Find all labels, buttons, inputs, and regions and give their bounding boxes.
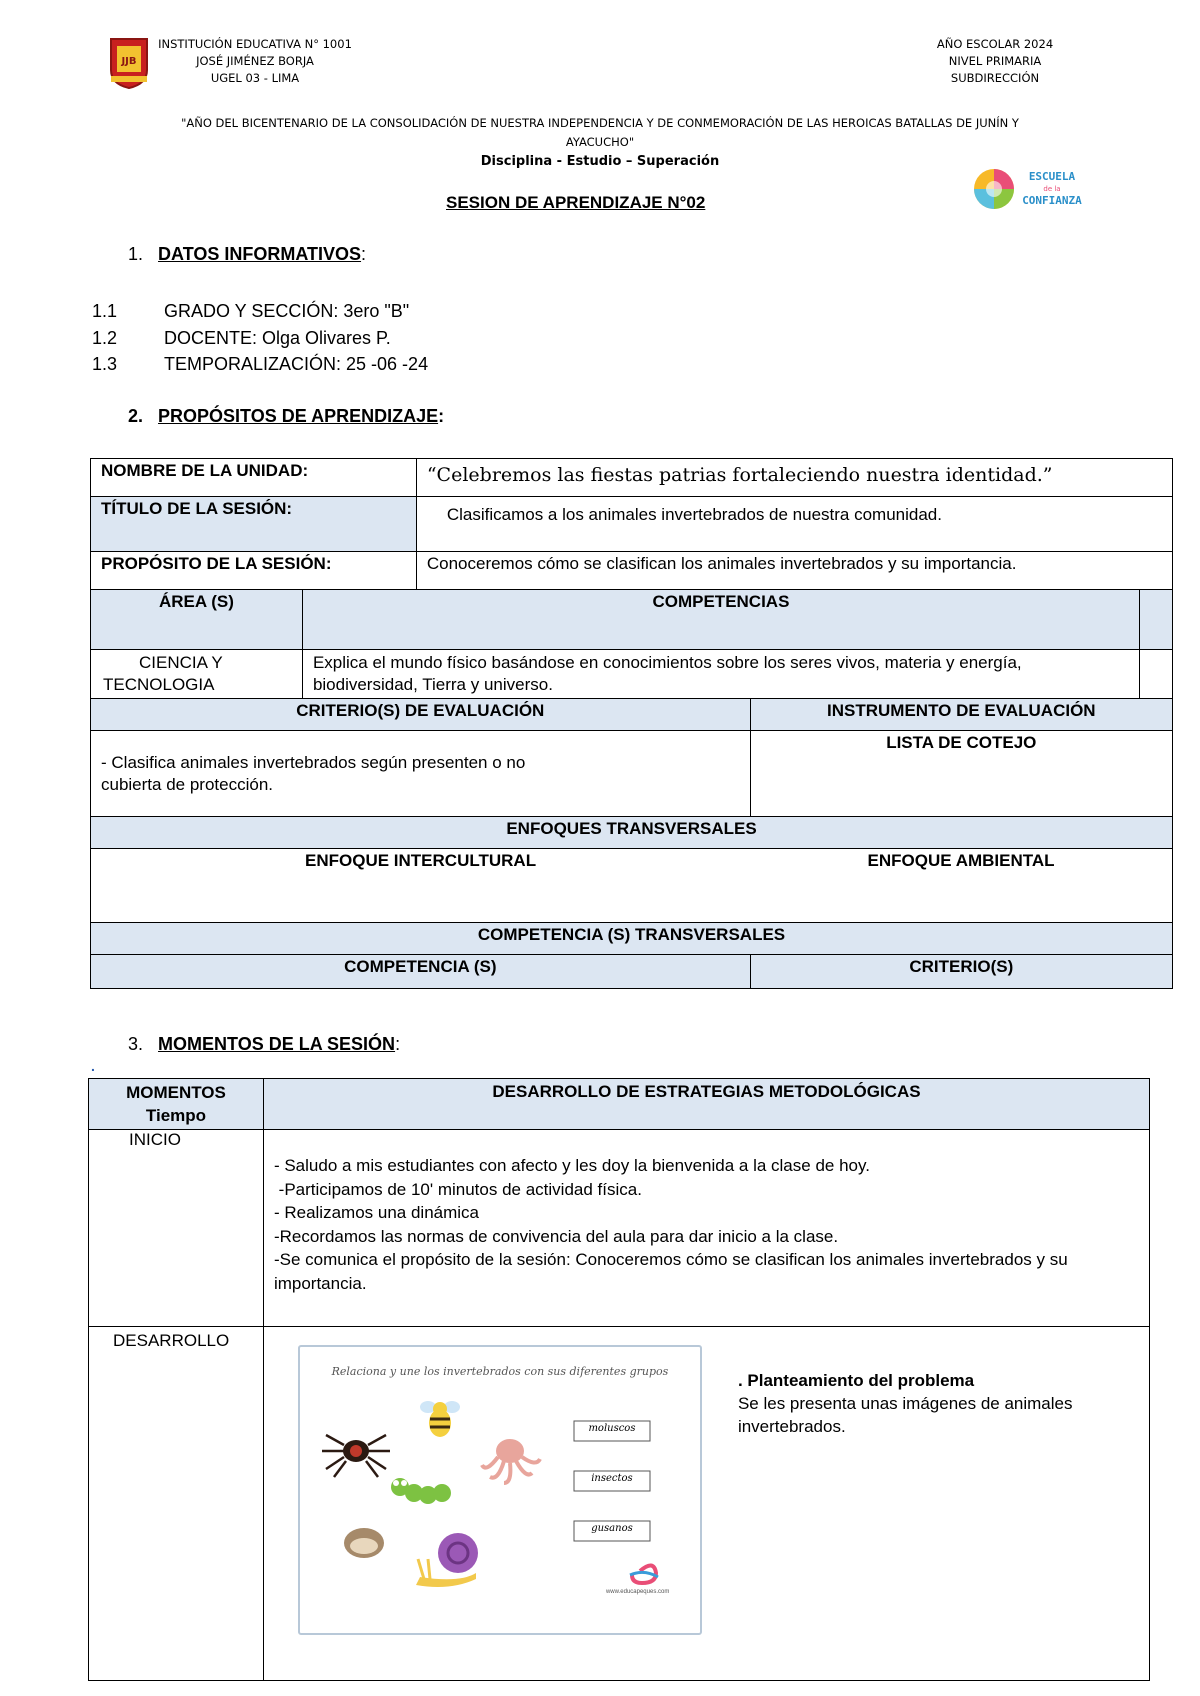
section-2-heading: [128, 406, 444, 427]
bee-illustration: [420, 1401, 460, 1437]
inicio-content: [263, 1130, 1149, 1327]
section-2-number: 2.: [128, 406, 144, 426]
worm-illustration: [391, 1478, 451, 1504]
info-text-temporalizacion: TEMPORALIZACIÓN: 25 -06 -24: [164, 354, 429, 374]
inicio-line: - Saludo a mis estudiantes con afecto y les doy la bienvenida a la clase de hoy.: [273, 1156, 870, 1175]
section-1-heading: [128, 244, 366, 265]
unit-value: “Celebremos las fiestas patrias fortaleciendo nuestra identidad.”: [416, 459, 1172, 497]
instrument-value: LISTA DE COTEJO: [750, 731, 1172, 817]
school-year-info: [930, 36, 1060, 87]
purpose-label: PROPÓSITO DE LA SESIÓN:: [91, 552, 417, 590]
criterio-col: CRITERIO(S): [750, 955, 1172, 989]
purposes-table: [90, 458, 1173, 989]
logo-text-1: ESCUELA: [1028, 170, 1076, 183]
inicio-line: -Recordamos las normas de convivencia del aula para dar inicio a la clase.: [273, 1226, 839, 1246]
info-text-docente: DOCENTE: Olga Olivares P.: [164, 327, 391, 348]
competencies-header: COMPETENCIAS: [302, 590, 1139, 650]
area-header: ÁREA (S): [91, 590, 303, 650]
section-1-number: 1.: [128, 244, 144, 264]
educapeques-logo: [630, 1565, 658, 1583]
school-office: SUBDIRECCIÓN: [950, 71, 1040, 85]
worksheet-site: www.educapeques.com: [605, 1589, 670, 1595]
worksheet-image: [280, 1327, 718, 1637]
year-name-line-1: "AÑO DEL BICENTENARIO DE LA CONSOLIDACIÓN DE NUESTRA INDEPENDENCIA Y DE CONMEMORACIÓN DE LAS HEROICAS BATALLAS DE JUNÍN Y: [181, 116, 1019, 130]
info-num: 1.1: [92, 301, 118, 321]
moments-header: [89, 1079, 264, 1130]
criteria-header: CRITERIO(S) DE EVALUACIÓN: [91, 699, 751, 731]
desarrollo-content: [263, 1327, 1149, 1681]
enfoque-ambiental: ENFOQUE AMBIENTAL: [750, 849, 1172, 923]
spider-illustration: [322, 1435, 390, 1477]
section-3-colon: :: [395, 1034, 401, 1054]
strategies-header: DESARROLLO DE ESTRATEGIAS METODOLÓGICAS: [263, 1079, 1149, 1130]
box-label-insectos: insectos: [591, 1473, 633, 1484]
snail-illustration: [416, 1533, 478, 1587]
escuela-logo: [972, 164, 1092, 214]
info-text-grado: GRADO Y SECCIÓN: 3ero "B": [164, 301, 410, 321]
year-name: [100, 114, 1100, 152]
logo-text-3: CONFIANZA: [1022, 194, 1082, 207]
enfoque-intercultural: ENFOQUE INTERCULTURAL: [91, 849, 751, 923]
logo-text-2: de la: [1043, 185, 1061, 193]
inicio-line: -Se comunica el propósito de la sesión: Conoceremos cómo se clasifican los animales invertebrados y su importancia.: [273, 1250, 1068, 1293]
school-ugel: UGEL 03 - LIMA: [210, 71, 300, 85]
info-item: [92, 351, 428, 378]
stray-dot: .: [91, 1058, 95, 1074]
section-1-colon: :: [361, 244, 367, 264]
moments-header-line: MOMENTOS: [126, 1083, 226, 1102]
box-label-moluscos: moluscos: [588, 1423, 636, 1434]
info-num: 1.2: [92, 327, 118, 348]
moments-table: [88, 1078, 1150, 1681]
page-title: SESION DE APRENDIZAJE N°02: [446, 193, 706, 212]
school-patron: JOSÉ JIMÉNEZ BORJA: [196, 54, 314, 68]
instrument-header: INSTRUMENTO DE EVALUACIÓN: [750, 699, 1172, 731]
clam-illustration: [344, 1528, 384, 1558]
competencia-col: COMPETENCIA (S): [91, 955, 751, 989]
octopus-illustration: [482, 1439, 540, 1483]
school-crest: [108, 36, 150, 90]
year-name-line-2: AYACUCHO": [565, 135, 635, 149]
school-level: NIVEL PRIMARIA: [948, 54, 1042, 68]
school-name: INSTITUCIÓN EDUCATIVA N° 1001: [158, 37, 352, 51]
problem-title: . Planteamiento del problema: [737, 1371, 975, 1390]
crest-letters: JJB: [121, 56, 137, 67]
purpose-value: Conoceremos cómo se clasifican los animales invertebrados y su importancia.: [416, 552, 1172, 590]
section-3-label: MOMENTOS DE LA SESIÓN: [158, 1034, 396, 1054]
empty-cell: [1139, 650, 1172, 699]
worksheet-title: Relaciona y une los invertebrados con sus diferentes grupos: [331, 1365, 669, 1378]
enfoques-header: ENFOQUES TRANSVERSALES: [91, 817, 1173, 849]
motto: Disciplina - Estudio – Superación: [480, 154, 720, 169]
section-3-number: 3.: [128, 1034, 144, 1054]
school-year: AÑO ESCOLAR 2024: [936, 37, 1054, 51]
time-header-line: Tiempo: [145, 1106, 207, 1125]
competency-value: Explica el mundo físico basándose en conocimientos sobre los seres vivos, materia y energía, biodiversidad, Tierra y universo.: [302, 650, 1139, 699]
box-label-gusanos: gusanos: [591, 1523, 633, 1534]
problem-text: Se les presenta unas imágenes de animales invertebrados.: [737, 1394, 1073, 1436]
inicio-line: - Realizamos una dinámica: [273, 1203, 479, 1222]
session-title-value: Clasificamos a los animales invertebrados de nuestra comunidad.: [416, 497, 1172, 552]
inicio-label: INICIO: [89, 1130, 264, 1327]
info-item: [92, 298, 428, 325]
info-item: [92, 325, 428, 352]
unit-label: NOMBRE DE LA UNIDAD:: [91, 459, 417, 497]
session-title-label: TÍTULO DE LA SESIÓN:: [91, 497, 417, 552]
info-list: [92, 298, 428, 378]
criteria-text: - Clasifica animales invertebrados según presenten o no cubierta de protección.: [101, 752, 526, 794]
section-1-label: DATOS INFORMATIVOS: [158, 244, 362, 264]
empty-cell: [1139, 590, 1172, 650]
section-3-heading: [128, 1034, 400, 1055]
section-2-colon: :: [438, 406, 445, 426]
area-value: CIENCIA Y TECNOLOGIA: [91, 650, 303, 699]
problem-section: [738, 1369, 1128, 1438]
criteria-value: [91, 731, 751, 817]
worksheet-frame: [298, 1345, 702, 1635]
school-info: [150, 36, 360, 87]
inicio-line: -Participamos de 10' minutos de actividad física.: [273, 1179, 642, 1199]
desarrollo-label: DESARROLLO: [89, 1327, 264, 1681]
info-num: 1.3: [92, 354, 118, 374]
section-2-label: PROPÓSITOS DE APRENDIZAJE: [158, 406, 439, 426]
competencia-transversal-header: COMPETENCIA (S) TRANSVERSALES: [91, 923, 1173, 955]
